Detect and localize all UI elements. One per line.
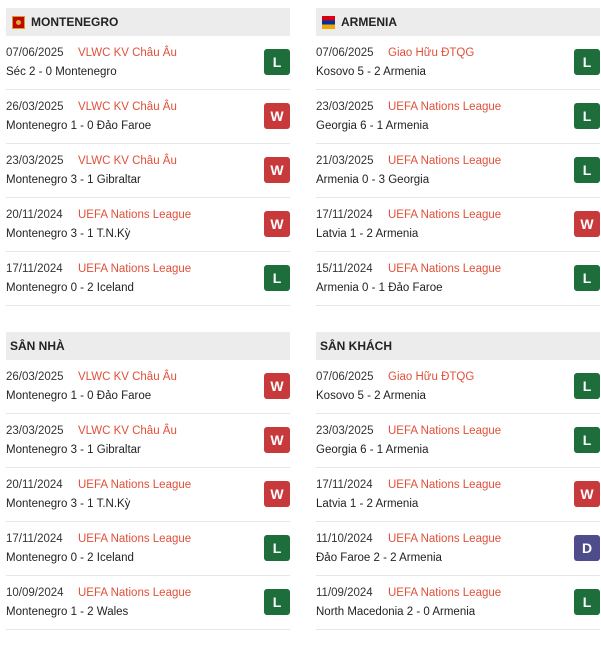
match-competition: UEFA Nations League [78, 209, 192, 221]
match-score: Montenegro 1 - 0 Đảo Faroe [6, 120, 152, 132]
match-competition: VLWC KV Châu Âu [78, 101, 177, 113]
match-score: Montenegro 0 - 2 Iceland [6, 282, 134, 294]
match-date: 07/06/2025 [316, 371, 374, 383]
result-badge: L [264, 589, 290, 615]
home-header [6, 332, 290, 360]
match-score: Séc 2 - 0 Montenegro [6, 66, 117, 78]
match-score: Armenia 0 - 1 Đảo Faroe [316, 282, 443, 294]
match-competition: Giao Hữu ĐTQG [388, 47, 475, 59]
match-score: Kosovo 5 - 2 Armenia [316, 390, 426, 402]
away-section [316, 332, 600, 630]
match-competition: VLWC KV Châu Âu [78, 371, 177, 383]
match-row[interactable] [6, 360, 290, 414]
match-date: 17/11/2024 [316, 479, 373, 491]
match-date: 17/11/2024 [316, 209, 373, 221]
match-competition: UEFA Nations League [388, 587, 502, 599]
match-competition: UEFA Nations League [388, 101, 502, 113]
match-date: 20/11/2024 [6, 479, 63, 491]
match-row[interactable] [316, 36, 600, 90]
match-score: Montenegro 1 - 0 Đảo Faroe [6, 390, 152, 402]
match-competition: UEFA Nations League [78, 479, 192, 491]
match-date: 15/11/2024 [316, 263, 373, 275]
match-row[interactable] [316, 414, 600, 468]
result-badge: L [574, 49, 600, 75]
match-score: Montenegro 3 - 1 Gibraltar [6, 174, 141, 186]
match-competition: UEFA Nations League [388, 425, 502, 437]
match-row[interactable] [316, 576, 600, 630]
montenegro-recent-section [6, 8, 290, 306]
match-date: 23/03/2025 [6, 425, 64, 437]
result-badge: W [574, 481, 600, 507]
match-row[interactable] [6, 90, 290, 144]
result-badge: L [574, 103, 600, 129]
match-row[interactable] [6, 414, 290, 468]
match-score: Montenegro 3 - 1 T.N.Kỳ [6, 498, 131, 510]
match-row[interactable] [6, 522, 290, 576]
match-score: Montenegro 0 - 2 Iceland [6, 552, 134, 564]
result-badge: L [574, 589, 600, 615]
match-score: Latvia 1 - 2 Armenia [316, 498, 419, 510]
match-row[interactable] [316, 90, 600, 144]
home-section [6, 332, 290, 630]
match-row[interactable] [6, 198, 290, 252]
home-title: SÂN NHÀ [10, 339, 65, 353]
match-row[interactable] [6, 252, 290, 306]
montenegro-flag-icon [12, 16, 25, 29]
match-competition: UEFA Nations League [78, 533, 192, 545]
match-date: 26/03/2025 [6, 101, 64, 113]
result-badge: W [264, 481, 290, 507]
match-score: Georgia 6 - 1 Armenia [316, 444, 429, 456]
right-column [316, 8, 600, 656]
result-badge: L [264, 535, 290, 561]
match-date: 23/03/2025 [316, 101, 374, 113]
match-score: Armenia 0 - 3 Georgia [316, 174, 430, 186]
match-competition: VLWC KV Châu Âu [78, 425, 177, 437]
result-badge: L [574, 265, 600, 291]
match-competition: UEFA Nations League [388, 155, 502, 167]
match-date: 11/09/2024 [316, 587, 373, 599]
match-date: 21/03/2025 [316, 155, 374, 167]
match-date: 23/03/2025 [316, 425, 374, 437]
match-score: North Macedonia 2 - 0 Armenia [316, 606, 476, 618]
match-date: 17/11/2024 [6, 533, 63, 545]
match-score: Montenegro 3 - 1 Gibraltar [6, 444, 141, 456]
result-badge: W [264, 427, 290, 453]
match-competition: UEFA Nations League [388, 209, 502, 221]
match-score: Kosovo 5 - 2 Armenia [316, 66, 426, 78]
match-date: 07/06/2025 [6, 47, 64, 59]
match-score: Georgia 6 - 1 Armenia [316, 120, 429, 132]
result-badge: W [264, 211, 290, 237]
match-row[interactable] [316, 252, 600, 306]
match-row[interactable] [316, 144, 600, 198]
match-competition: VLWC KV Châu Âu [78, 47, 177, 59]
match-competition: UEFA Nations League [388, 479, 502, 491]
match-row[interactable] [316, 522, 600, 576]
match-row[interactable] [6, 36, 290, 90]
armenia-recent-section [316, 8, 600, 306]
match-score: Latvia 1 - 2 Armenia [316, 228, 419, 240]
away-header [316, 332, 600, 360]
result-badge: W [264, 157, 290, 183]
match-date: 10/09/2024 [6, 587, 64, 599]
match-competition: UEFA Nations League [78, 587, 192, 599]
match-score: Đảo Faroe 2 - 2 Armenia [316, 552, 442, 564]
match-competition: UEFA Nations League [388, 533, 502, 545]
result-badge: L [574, 427, 600, 453]
match-date: 17/11/2024 [6, 263, 63, 275]
result-badge: W [574, 211, 600, 237]
match-competition: Giao Hữu ĐTQG [388, 371, 475, 383]
result-badge: L [574, 157, 600, 183]
match-competition: VLWC KV Châu Âu [78, 155, 177, 167]
match-score: Montenegro 1 - 2 Wales [6, 606, 129, 618]
match-row[interactable] [316, 468, 600, 522]
match-row[interactable] [6, 468, 290, 522]
match-date: 26/03/2025 [6, 371, 64, 383]
result-badge: W [264, 373, 290, 399]
result-badge: L [574, 373, 600, 399]
montenegro-title: MONTENEGRO [31, 15, 119, 29]
result-badge: L [264, 49, 290, 75]
match-date: 11/10/2024 [316, 533, 373, 545]
match-row[interactable] [316, 198, 600, 252]
match-row[interactable] [316, 360, 600, 414]
armenia-header [316, 8, 600, 36]
match-competition: UEFA Nations League [388, 263, 502, 275]
match-date: 20/11/2024 [6, 209, 63, 221]
match-competition: UEFA Nations League [78, 263, 192, 275]
match-date: 23/03/2025 [6, 155, 64, 167]
away-title: SÂN KHÁCH [320, 339, 392, 353]
match-row[interactable] [6, 144, 290, 198]
match-score: Montenegro 3 - 1 T.N.Kỳ [6, 228, 131, 240]
match-date: 07/06/2025 [316, 47, 374, 59]
left-column [6, 8, 290, 656]
result-badge: L [264, 265, 290, 291]
match-row[interactable] [6, 576, 290, 630]
armenia-title: ARMENIA [341, 15, 397, 29]
result-badge: W [264, 103, 290, 129]
result-badge: D [574, 535, 600, 561]
montenegro-header [6, 8, 290, 36]
armenia-flag-icon [322, 16, 335, 29]
